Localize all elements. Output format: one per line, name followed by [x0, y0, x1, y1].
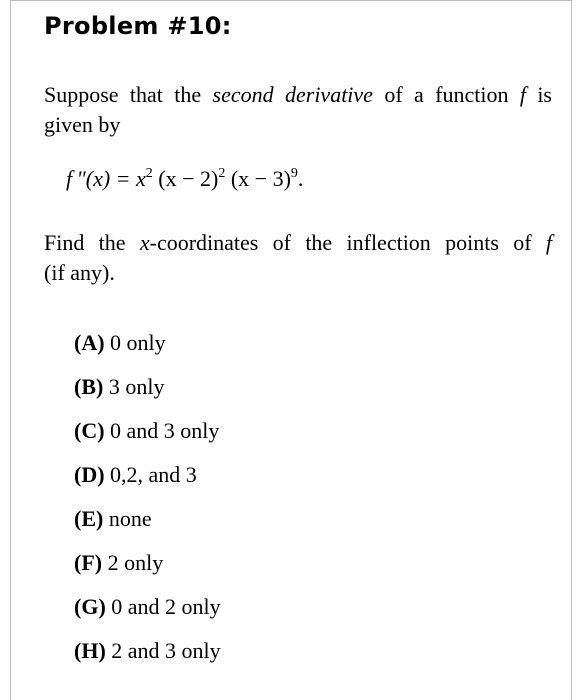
problem-intro — [44, 80, 552, 140]
answer-option-g[interactable]: (G) 0 and 2 only — [74, 594, 221, 619]
answer-option-f[interactable]: (F) 2 only — [74, 550, 164, 575]
second-derivative-formula: f "$(x) = x^2$ $(x - 2)^2$ $(x - 3)^9$. — [66, 166, 304, 191]
function-symbol: f — [519, 82, 526, 107]
answer-option-c[interactable]: (C) 0 and 3 only — [74, 418, 220, 443]
answer-options — [74, 328, 221, 680]
question-line-1: Find the x-coordinates of the inflection points of f — [44, 230, 552, 255]
problem-question — [44, 228, 552, 288]
emphasis-second-derivative: second derivative — [212, 82, 373, 107]
question-line-2: (if any). — [44, 260, 115, 285]
answer-option-h[interactable]: (H) 2 and 3 only — [74, 638, 221, 663]
answer-option-a[interactable]: (A) 0 only — [74, 330, 166, 355]
intro-line-1: Suppose that the second derivative of a function f is — [44, 82, 552, 107]
function-symbol: f — [545, 230, 552, 255]
problem-title: Problem #10: — [44, 12, 232, 40]
answer-option-d[interactable]: (D) 0,2, and 3 — [74, 462, 197, 487]
answer-option-b[interactable]: (B) 3 only — [74, 374, 165, 399]
variable-x: x — [139, 230, 150, 255]
intro-line-2: given by — [44, 112, 121, 137]
answer-option-e[interactable]: (E) none — [74, 506, 152, 531]
